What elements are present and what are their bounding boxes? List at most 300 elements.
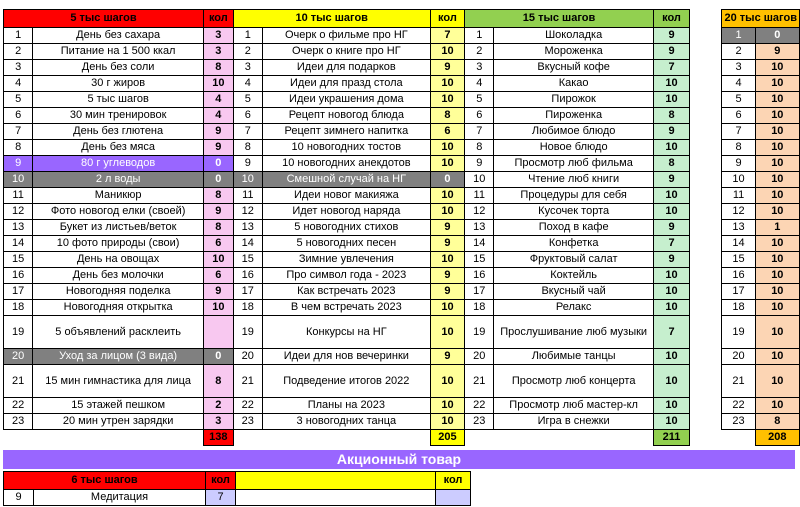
row-5k-count[interactable]: 9: [204, 284, 234, 300]
row-20k-count[interactable]: 10: [755, 398, 799, 414]
table-row: [4, 300, 800, 316]
row-15k-task[interactable]: Любимые танцы: [494, 349, 654, 365]
row-5k-task[interactable]: 20 мин утрен зарядки: [33, 414, 204, 430]
row-5k-count[interactable]: 8: [204, 365, 234, 398]
header-5k-kol[interactable]: кол: [204, 10, 234, 28]
row-5k-task[interactable]: Новогодняя поделка: [33, 284, 204, 300]
row-20k-number[interactable]: 17: [722, 284, 755, 300]
total-15k[interactable]: 211: [653, 430, 689, 446]
row-5k-number[interactable]: 18: [4, 300, 33, 316]
row-10k-count[interactable]: 10: [430, 44, 464, 60]
promo-row-empty[interactable]: [236, 490, 436, 506]
row-10k-number[interactable]: 3: [233, 60, 262, 76]
row-5k-task[interactable]: День без молочки: [33, 268, 204, 284]
row-15k-count[interactable]: 10: [653, 365, 689, 398]
row-15k-task[interactable]: Игра в снежки: [494, 414, 654, 430]
row-5k-number[interactable]: 10: [4, 172, 33, 188]
row-15k-number[interactable]: 19: [465, 316, 494, 349]
row-15k-task[interactable]: Просмотр люб концерта: [494, 365, 654, 398]
row-10k-task[interactable]: Идеи новог макияжа: [262, 188, 430, 204]
row-5k-task[interactable]: 5 тыс шагов: [33, 92, 204, 108]
header-10k-kol[interactable]: кол: [430, 10, 464, 28]
row-10k-count[interactable]: 9: [430, 236, 464, 252]
column-gap: [690, 44, 722, 60]
row-10k-number[interactable]: 22: [233, 398, 262, 414]
row-5k-task[interactable]: Фото новогод елки (своей): [33, 204, 204, 220]
row-10k-count[interactable]: 10: [430, 316, 464, 349]
column-gap: [690, 28, 722, 44]
row-15k-task[interactable]: Вкусный чай: [494, 284, 654, 300]
row-15k-count[interactable]: 10: [653, 300, 689, 316]
row-20k-count[interactable]: 10: [755, 188, 799, 204]
total-20k[interactable]: 208: [755, 430, 799, 446]
row-15k-task[interactable]: Просмотр люб фильма: [494, 156, 654, 172]
row-20k-number[interactable]: 1: [722, 28, 755, 44]
row-15k-number[interactable]: 5: [465, 92, 494, 108]
row-5k-number[interactable]: 7: [4, 124, 33, 140]
row-15k-count[interactable]: 9: [653, 172, 689, 188]
row-10k-task[interactable]: 10 новогодних тостов: [262, 140, 430, 156]
row-10k-task[interactable]: В чем встречать 2023: [262, 300, 430, 316]
row-5k-count[interactable]: 3: [204, 28, 234, 44]
row-10k-number[interactable]: 23: [233, 414, 262, 430]
row-20k-count[interactable]: 10: [755, 92, 799, 108]
row-15k-number[interactable]: 9: [465, 156, 494, 172]
row-20k-count[interactable]: 10: [755, 60, 799, 76]
total-5k[interactable]: 138: [204, 430, 234, 446]
row-10k-count[interactable]: 10: [430, 76, 464, 92]
row-15k-count[interactable]: 8: [653, 108, 689, 124]
row-5k-task[interactable]: 2 л воды: [33, 172, 204, 188]
row-15k-number[interactable]: 14: [465, 236, 494, 252]
row-15k-task[interactable]: Шоколадка: [494, 28, 654, 44]
row-15k-number[interactable]: 8: [465, 140, 494, 156]
row-20k-count[interactable]: 10: [755, 349, 799, 365]
column-gap: [690, 124, 722, 140]
row-10k-task[interactable]: Конкурсы на НГ: [262, 316, 430, 349]
row-10k-task[interactable]: 3 новогодних танца: [262, 414, 430, 430]
row-15k-number[interactable]: 12: [465, 204, 494, 220]
row-5k-number[interactable]: 19: [4, 316, 33, 349]
row-5k-task[interactable]: Питание на 1 500 ккал: [33, 44, 204, 60]
row-15k-task[interactable]: Процедуры для себя: [494, 188, 654, 204]
row-10k-task[interactable]: Зимние увлечения: [262, 252, 430, 268]
row-20k-count[interactable]: 10: [755, 316, 799, 349]
row-10k-task[interactable]: Рецепт зимнего напитка: [262, 124, 430, 140]
row-15k-count[interactable]: 10: [653, 398, 689, 414]
row-10k-number[interactable]: 20: [233, 349, 262, 365]
row-5k-number[interactable]: 1: [4, 28, 33, 44]
row-10k-count[interactable]: 6: [430, 124, 464, 140]
row-10k-number[interactable]: 7: [233, 124, 262, 140]
row-5k-count[interactable]: 9: [204, 204, 234, 220]
row-10k-number[interactable]: 18: [233, 300, 262, 316]
row-15k-task[interactable]: Поход в кафе: [494, 220, 654, 236]
header-gap: [690, 10, 722, 28]
row-5k-count[interactable]: 0: [204, 156, 234, 172]
row-15k-number[interactable]: 18: [465, 300, 494, 316]
row-5k-count[interactable]: 9: [204, 124, 234, 140]
row-15k-task[interactable]: Пирожок: [494, 92, 654, 108]
row-15k-task[interactable]: Вкусный кофе: [494, 60, 654, 76]
row-15k-task[interactable]: Кусочек торта: [494, 204, 654, 220]
row-5k-number[interactable]: 2: [4, 44, 33, 60]
row-5k-task[interactable]: 10 фото природы (свои): [33, 236, 204, 252]
row-10k-count[interactable]: 9: [430, 60, 464, 76]
header-5k[interactable]: 5 тыс шагов: [4, 10, 204, 28]
row-10k-count[interactable]: 0: [430, 172, 464, 188]
row-10k-task[interactable]: Идеи для нов вечеринки: [262, 349, 430, 365]
row-5k-number[interactable]: 21: [4, 365, 33, 398]
row-15k-task[interactable]: Релакс: [494, 300, 654, 316]
row-5k-task[interactable]: День без мяса: [33, 140, 204, 156]
row-10k-count[interactable]: 10: [430, 252, 464, 268]
row-20k-count[interactable]: 8: [755, 414, 799, 430]
row-20k-number[interactable]: 3: [722, 60, 755, 76]
row-5k-task[interactable]: 80 г углеводов: [33, 156, 204, 172]
row-20k-number[interactable]: 13: [722, 220, 755, 236]
row-10k-number[interactable]: 21: [233, 365, 262, 398]
row-5k-task[interactable]: 30 мин тренировок: [33, 108, 204, 124]
row-5k-task[interactable]: День без сахара: [33, 28, 204, 44]
row-5k-number[interactable]: 6: [4, 108, 33, 124]
table-row: [4, 252, 800, 268]
promo-header-blank[interactable]: [236, 472, 436, 490]
row-20k-number[interactable]: 7: [722, 124, 755, 140]
row-15k-task[interactable]: Любимое блюдо: [494, 124, 654, 140]
row-5k-count[interactable]: 0: [204, 172, 234, 188]
row-5k-count[interactable]: 6: [204, 268, 234, 284]
row-5k-number[interactable]: 17: [4, 284, 33, 300]
promo-sheet: [3, 471, 471, 506]
row-5k-number[interactable]: 8: [4, 140, 33, 156]
row-10k-count[interactable]: 9: [430, 268, 464, 284]
row-10k-number[interactable]: 17: [233, 284, 262, 300]
table-row: [4, 44, 800, 60]
row-5k-count[interactable]: 8: [204, 188, 234, 204]
row-15k-count[interactable]: 10: [653, 76, 689, 92]
row-10k-number[interactable]: 13: [233, 220, 262, 236]
row-20k-count[interactable]: 10: [755, 268, 799, 284]
row-5k-task[interactable]: 5 объявлений расклеить: [33, 316, 204, 349]
row-20k-number[interactable]: 9: [722, 156, 755, 172]
row-10k-task[interactable]: Идеи для празд стола: [262, 76, 430, 92]
row-15k-task[interactable]: Фруктовый салат: [494, 252, 654, 268]
row-5k-task[interactable]: 15 мин гимнастика для лица: [33, 365, 204, 398]
row-20k-number[interactable]: 16: [722, 268, 755, 284]
row-20k-count[interactable]: 10: [755, 156, 799, 172]
header-20k[interactable]: 20 тыс шагов: [722, 10, 800, 28]
promo-row-count-2[interactable]: [436, 490, 471, 506]
row-20k-count[interactable]: 10: [755, 108, 799, 124]
row-10k-number[interactable]: 1: [233, 28, 262, 44]
row-10k-number[interactable]: 14: [233, 236, 262, 252]
row-15k-task[interactable]: Мороженка: [494, 44, 654, 60]
row-10k-task[interactable]: Очерк о книге про НГ: [262, 44, 430, 60]
total-10k[interactable]: 205: [430, 430, 464, 446]
column-gap: [690, 252, 722, 268]
row-10k-count[interactable]: 10: [430, 365, 464, 398]
row-5k-count[interactable]: 3: [204, 414, 234, 430]
table-row: [4, 124, 800, 140]
row-5k-number[interactable]: 3: [4, 60, 33, 76]
row-20k-number[interactable]: 5: [722, 92, 755, 108]
row-10k-count[interactable]: 9: [430, 220, 464, 236]
table-row: [4, 60, 800, 76]
row-5k-number[interactable]: 22: [4, 398, 33, 414]
table-row: [4, 28, 800, 44]
row-5k-count[interactable]: 3: [204, 44, 234, 60]
row-20k-count[interactable]: 10: [755, 300, 799, 316]
row-5k-count[interactable]: 4: [204, 92, 234, 108]
row-15k-count[interactable]: 9: [653, 28, 689, 44]
row-15k-task[interactable]: Новое блюдо: [494, 140, 654, 156]
row-10k-number[interactable]: 8: [233, 140, 262, 156]
column-gap: [690, 204, 722, 220]
row-20k-count[interactable]: 1: [755, 220, 799, 236]
row-10k-count[interactable]: 10: [430, 398, 464, 414]
row-15k-task[interactable]: Чтение люб книги: [494, 172, 654, 188]
row-20k-count[interactable]: 10: [755, 76, 799, 92]
row-10k-task[interactable]: Планы на 2023: [262, 398, 430, 414]
row-5k-number[interactable]: 20: [4, 349, 33, 365]
row-20k-count[interactable]: 10: [755, 204, 799, 220]
row-20k-count[interactable]: 10: [755, 252, 799, 268]
row-15k-count[interactable]: 10: [653, 284, 689, 300]
row-5k-number[interactable]: 14: [4, 236, 33, 252]
row-5k-number[interactable]: 15: [4, 252, 33, 268]
table-row: [4, 414, 800, 430]
row-20k-number[interactable]: 21: [722, 365, 755, 398]
rows-body: [4, 28, 800, 430]
row-15k-task[interactable]: Коктейль: [494, 268, 654, 284]
row-10k-task[interactable]: Смешной случай на НГ: [262, 172, 430, 188]
promo-row-number[interactable]: 9: [4, 490, 34, 506]
row-5k-number[interactable]: 9: [4, 156, 33, 172]
row-10k-count[interactable]: 10: [430, 140, 464, 156]
row-15k-number[interactable]: 22: [465, 398, 494, 414]
row-15k-count[interactable]: 7: [653, 236, 689, 252]
row-15k-count[interactable]: 8: [653, 156, 689, 172]
row-5k-count[interactable]: 0: [204, 349, 234, 365]
row-20k-number[interactable]: 2: [722, 44, 755, 60]
header-6k-kol[interactable]: кол: [206, 472, 236, 490]
row-10k-task[interactable]: Очерк о фильме про НГ: [262, 28, 430, 44]
row-15k-number[interactable]: 21: [465, 365, 494, 398]
row-5k-task[interactable]: Новогодняя открытка: [33, 300, 204, 316]
row-5k-count[interactable]: [204, 316, 234, 349]
row-15k-task[interactable]: Пироженка: [494, 108, 654, 124]
promo-table: [3, 471, 471, 506]
row-5k-number[interactable]: 4: [4, 76, 33, 92]
row-10k-number[interactable]: 11: [233, 188, 262, 204]
row-20k-count[interactable]: 10: [755, 124, 799, 140]
row-5k-number[interactable]: 12: [4, 204, 33, 220]
row-5k-task[interactable]: 15 этажей пешком: [33, 398, 204, 414]
row-15k-task[interactable]: Просмотр люб мастер-кл: [494, 398, 654, 414]
row-5k-task[interactable]: День без соли: [33, 60, 204, 76]
row-10k-number[interactable]: 10: [233, 172, 262, 188]
row-10k-count[interactable]: 9: [430, 284, 464, 300]
row-20k-count[interactable]: 9: [755, 44, 799, 60]
row-10k-task[interactable]: 5 новогодних стихов: [262, 220, 430, 236]
header-10k[interactable]: 10 тыс шагов: [233, 10, 430, 28]
row-15k-count[interactable]: 10: [653, 349, 689, 365]
row-5k-number[interactable]: 11: [4, 188, 33, 204]
row-10k-number[interactable]: 15: [233, 252, 262, 268]
row-10k-number[interactable]: 16: [233, 268, 262, 284]
row-10k-count[interactable]: 10: [430, 156, 464, 172]
row-5k-count[interactable]: 8: [204, 60, 234, 76]
row-5k-count[interactable]: 9: [204, 140, 234, 156]
row-20k-count[interactable]: 10: [755, 140, 799, 156]
row-15k-number[interactable]: 13: [465, 220, 494, 236]
row-10k-task[interactable]: Идеи для подарков: [262, 60, 430, 76]
row-20k-number[interactable]: 15: [722, 252, 755, 268]
row-15k-task[interactable]: Конфетка: [494, 236, 654, 252]
row-10k-task[interactable]: Идеи украшения дома: [262, 92, 430, 108]
row-10k-count[interactable]: 10: [430, 300, 464, 316]
row-15k-count[interactable]: 10: [653, 140, 689, 156]
row-10k-number[interactable]: 5: [233, 92, 262, 108]
promo-header-kol[interactable]: кол: [436, 472, 471, 490]
row-15k-count[interactable]: 10: [653, 268, 689, 284]
row-15k-number[interactable]: 3: [465, 60, 494, 76]
row-10k-task[interactable]: 10 новогодних анекдотов: [262, 156, 430, 172]
header-15k[interactable]: 15 тыс шагов: [465, 10, 654, 28]
header-15k-kol[interactable]: кол: [653, 10, 689, 28]
row-5k-task[interactable]: День на овощах: [33, 252, 204, 268]
row-15k-number[interactable]: 23: [465, 414, 494, 430]
row-15k-count[interactable]: 9: [653, 220, 689, 236]
header-6k[interactable]: 6 тыс шагов: [4, 472, 206, 490]
row-20k-count[interactable]: 10: [755, 172, 799, 188]
row-20k-number[interactable]: 11: [722, 188, 755, 204]
row-10k-number[interactable]: 2: [233, 44, 262, 60]
row-20k-number[interactable]: 10: [722, 172, 755, 188]
row-20k-count[interactable]: 10: [755, 284, 799, 300]
row-20k-number[interactable]: 6: [722, 108, 755, 124]
row-20k-number[interactable]: 18: [722, 300, 755, 316]
row-5k-number[interactable]: 16: [4, 268, 33, 284]
row-15k-count[interactable]: 9: [653, 124, 689, 140]
row-15k-number[interactable]: 17: [465, 284, 494, 300]
row-10k-task[interactable]: Рецепт новогод блюда: [262, 108, 430, 124]
row-15k-number[interactable]: 10: [465, 172, 494, 188]
row-5k-count[interactable]: 10: [204, 300, 234, 316]
row-10k-task[interactable]: Про символ года - 2023: [262, 268, 430, 284]
row-15k-count[interactable]: 7: [653, 60, 689, 76]
row-10k-count[interactable]: 10: [430, 92, 464, 108]
row-5k-number[interactable]: 23: [4, 414, 33, 430]
row-5k-task[interactable]: Букет из листьев/веток: [33, 220, 204, 236]
row-15k-number[interactable]: 15: [465, 252, 494, 268]
row-5k-count[interactable]: 2: [204, 398, 234, 414]
row-5k-count[interactable]: 4: [204, 108, 234, 124]
row-5k-count[interactable]: 6: [204, 236, 234, 252]
table-row: [4, 398, 800, 414]
row-15k-number[interactable]: 11: [465, 188, 494, 204]
row-5k-count[interactable]: 8: [204, 220, 234, 236]
row-20k-number[interactable]: 8: [722, 140, 755, 156]
row-10k-task[interactable]: 5 новогодних песен: [262, 236, 430, 252]
row-15k-count[interactable]: 7: [653, 316, 689, 349]
row-5k-task[interactable]: День без глютена: [33, 124, 204, 140]
row-20k-number[interactable]: 19: [722, 316, 755, 349]
row-15k-number[interactable]: 1: [465, 28, 494, 44]
table-row: [4, 204, 800, 220]
row-15k-number[interactable]: 4: [465, 76, 494, 92]
row-10k-task[interactable]: Подведение итогов 2022: [262, 365, 430, 398]
row-15k-count[interactable]: 10: [653, 188, 689, 204]
row-10k-number[interactable]: 19: [233, 316, 262, 349]
row-20k-number[interactable]: 22: [722, 398, 755, 414]
row-20k-number[interactable]: 23: [722, 414, 755, 430]
promo-row-task[interactable]: Медитация: [34, 490, 206, 506]
row-15k-number[interactable]: 16: [465, 268, 494, 284]
totals-gap: [690, 430, 756, 446]
column-gap: [690, 316, 722, 349]
table-row: [4, 156, 800, 172]
row-5k-number[interactable]: 5: [4, 92, 33, 108]
row-20k-count[interactable]: 0: [755, 28, 799, 44]
row-15k-number[interactable]: 6: [465, 108, 494, 124]
challenge-sheet: [3, 9, 800, 446]
row-20k-number[interactable]: 12: [722, 204, 755, 220]
row-20k-number[interactable]: 4: [722, 76, 755, 92]
row-10k-count[interactable]: 7: [430, 28, 464, 44]
row-15k-number[interactable]: 7: [465, 124, 494, 140]
row-10k-task[interactable]: Как встречать 2023: [262, 284, 430, 300]
promo-row-count[interactable]: 7: [206, 490, 236, 506]
totals-row: [4, 430, 800, 446]
row-10k-count[interactable]: 10: [430, 414, 464, 430]
row-10k-count[interactable]: 10: [430, 204, 464, 220]
row-15k-count[interactable]: 10: [653, 204, 689, 220]
row-15k-count[interactable]: 10: [653, 92, 689, 108]
column-gap: [690, 156, 722, 172]
row-15k-count[interactable]: 9: [653, 44, 689, 60]
row-15k-number[interactable]: 20: [465, 349, 494, 365]
row-10k-count[interactable]: 8: [430, 108, 464, 124]
row-20k-count[interactable]: 10: [755, 365, 799, 398]
row-10k-count[interactable]: 9: [430, 349, 464, 365]
row-10k-number[interactable]: 4: [233, 76, 262, 92]
row-5k-task[interactable]: Маникюр: [33, 188, 204, 204]
row-10k-number[interactable]: 6: [233, 108, 262, 124]
row-10k-task[interactable]: Идет новогод наряда: [262, 204, 430, 220]
row-15k-number[interactable]: 2: [465, 44, 494, 60]
row-5k-count[interactable]: 10: [204, 252, 234, 268]
row-20k-number[interactable]: 20: [722, 349, 755, 365]
row-15k-task[interactable]: Прослушивание люб музыки: [494, 316, 654, 349]
row-20k-number[interactable]: 14: [722, 236, 755, 252]
row-5k-count[interactable]: 10: [204, 76, 234, 92]
column-gap: [690, 300, 722, 316]
row-15k-count[interactable]: 10: [653, 414, 689, 430]
column-gap: [690, 172, 722, 188]
row-5k-task[interactable]: 30 г жиров: [33, 76, 204, 92]
row-15k-count[interactable]: 9: [653, 252, 689, 268]
row-10k-number[interactable]: 9: [233, 156, 262, 172]
column-gap: [690, 414, 722, 430]
row-10k-number[interactable]: 12: [233, 204, 262, 220]
row-5k-number[interactable]: 13: [4, 220, 33, 236]
row-10k-count[interactable]: 10: [430, 188, 464, 204]
row-15k-task[interactable]: Какао: [494, 76, 654, 92]
row-5k-task[interactable]: Уход за лицом (3 вида): [33, 349, 204, 365]
row-20k-count[interactable]: 10: [755, 236, 799, 252]
